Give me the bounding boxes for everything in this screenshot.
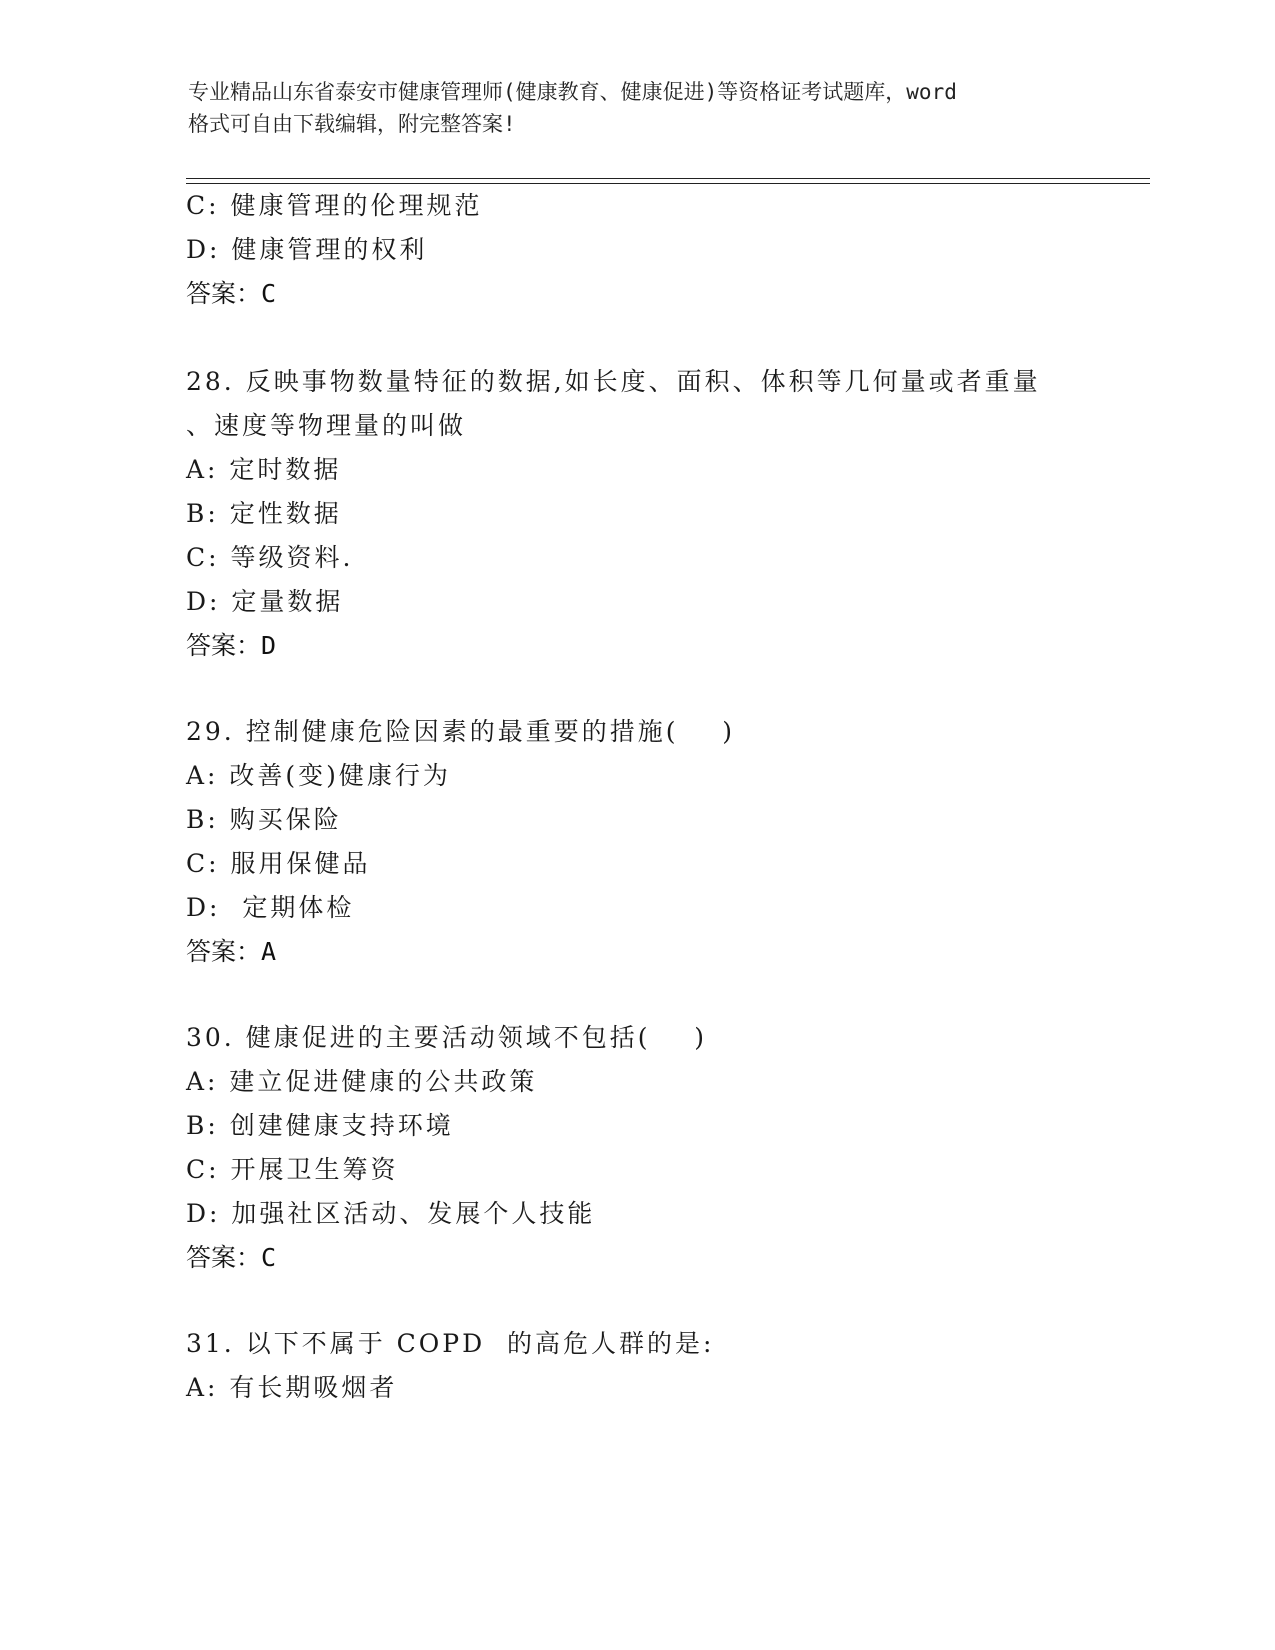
q30-option-d: D: 加强社区活动、发展个人技能 [186, 1199, 596, 1228]
q28-text-line-2: 、速度等物理量的叫做 [186, 411, 467, 440]
q29-option-b: B: 购买保险 [186, 805, 342, 834]
answer-label: 答案： [186, 937, 262, 966]
answer-value: A [261, 937, 277, 966]
answer-label: 答案： [186, 279, 262, 308]
answer-label: 答案： [186, 1243, 262, 1272]
header-rule-bottom [186, 183, 1150, 184]
prev-option-c: C: 健康管理的伦理规范 [186, 191, 483, 220]
q30-option-c: C: 开展卫生筹资 [186, 1155, 399, 1184]
q29-option-a: A: 改善(变)健康行为 [186, 761, 451, 790]
q28-answer [186, 626, 276, 662]
q29-answer [186, 932, 276, 968]
header-line-1: 专业精品山东省泰安市健康管理师(健康教育、健康促进)等资格证考试题库，word [188, 80, 957, 104]
q31-text: 31. 以下不属于 COPD 的高危人群的是: [186, 1329, 715, 1358]
q28-option-c: C: 等级资料. [186, 543, 354, 572]
q29-text: 29. 控制健康危险因素的最重要的措施( ) [186, 717, 736, 746]
header-line-2: 格式可自由下载编辑，附完整答案! [188, 112, 516, 136]
q29-option-c: C: 服用保健品 [186, 849, 371, 878]
q28-text-line-1: 28. 反映事物数量特征的数据,如长度、面积、体积等几何量或者重量 [186, 367, 1041, 396]
prev-answer [186, 274, 276, 310]
q30-text: 30. 健康促进的主要活动领域不包括( ) [186, 1023, 708, 1052]
q28-option-b: B: 定性数据 [186, 499, 342, 528]
document-header [188, 76, 1088, 140]
prev-option-d: D: 健康管理的权利 [186, 235, 428, 264]
q30-option-a: A: 建立促进健康的公共政策 [186, 1067, 538, 1096]
header-rule-top [186, 178, 1150, 179]
q29-option-d: D: 定期体检 [186, 893, 355, 922]
q30-answer [186, 1238, 276, 1274]
answer-label: 答案： [186, 631, 262, 660]
q31-option-a: A: 有长期吸烟者 [186, 1373, 398, 1402]
answer-value: C [261, 1243, 277, 1272]
q30-option-b: B: 创建健康支持环境 [186, 1111, 454, 1140]
answer-value: C [261, 279, 277, 308]
answer-value: D [261, 631, 277, 660]
q28-option-d: D: 定量数据 [186, 587, 344, 616]
q28-option-a: A: 定时数据 [186, 455, 342, 484]
